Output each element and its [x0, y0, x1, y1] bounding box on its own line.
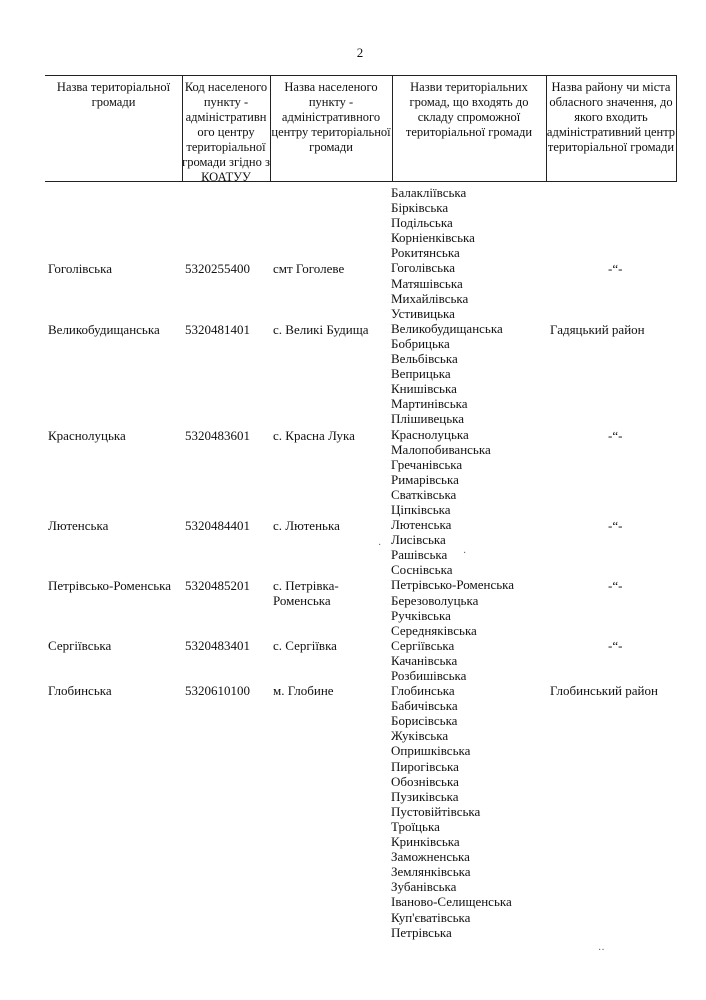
- list-item: Бобрицька: [391, 335, 450, 351]
- list-item: Гоголівська: [391, 260, 455, 276]
- list-item: Сергіївська: [391, 637, 455, 653]
- row-code: 5320484401: [185, 518, 250, 533]
- list-item: Пирогівська: [391, 758, 459, 774]
- list-item: Зубанівська: [391, 879, 457, 895]
- list-item: Пустовійтівська: [391, 803, 481, 819]
- list-item: Корніенківська: [391, 230, 475, 246]
- row-name: Петрівсько-Роменська: [48, 578, 172, 593]
- list-item: Устивицька: [391, 305, 455, 321]
- row-district: -“-: [608, 578, 623, 593]
- header-district: Назва району чи міста обласного значення, до якого входить адміністративний центр територіальної громади: [546, 75, 676, 182]
- row-center: смт Гоголеве: [273, 261, 345, 276]
- scan-speck: ··: [598, 945, 605, 956]
- list-item: Петрівсько-Роменська: [391, 577, 515, 593]
- header-divider: [676, 75, 677, 182]
- header-divider: [546, 75, 547, 182]
- row-name: Гоголівська: [48, 261, 112, 276]
- row-district: -“-: [608, 428, 623, 443]
- list-item: Соснівська: [391, 562, 453, 578]
- list-item: Куп'єватівська: [391, 909, 471, 925]
- list-item: Бірківська: [391, 200, 449, 216]
- list-item: Гречанівська: [391, 456, 463, 472]
- row-center: м. Глобине: [273, 683, 334, 698]
- row-name: Великобудищанська: [48, 322, 160, 337]
- header-koatuu-code: Код населеного пункту - адміністративн ого центру територіальної громади згідно з КОАТУУ: [182, 75, 270, 182]
- header-admin-center: Назва населеного пункту - адміністративного центру територіальної громади: [270, 75, 392, 182]
- page-number: 2: [356, 45, 364, 60]
- list-item: Качанівська: [391, 652, 458, 668]
- list-item: Березоволуцька: [391, 592, 479, 608]
- list-item: Троїцька: [391, 818, 440, 834]
- row-name: Сергіївська: [48, 638, 112, 653]
- header-member-communities: Назви територіальних громад, що входять до складу спроможної територіальної громади: [392, 75, 546, 182]
- list-item: Матяшівська: [391, 275, 463, 291]
- list-item: Великобудищанська: [391, 320, 503, 336]
- row-name: Краснолуцька: [48, 428, 126, 443]
- row-code: 5320485201: [185, 578, 250, 593]
- list-item: Розбишівська: [391, 668, 467, 683]
- list-item: Жуківська: [391, 728, 449, 744]
- row-center: с. Сергіївка: [273, 638, 337, 653]
- list-item: Іваново-Селищенська: [391, 894, 512, 910]
- list-item: Плішивецька: [391, 411, 465, 427]
- row-center: с. Петрівка-Роменська: [273, 578, 339, 608]
- list-item: Лисівська: [391, 532, 446, 548]
- list-item: Опришківська: [391, 743, 471, 759]
- list-item: Заможненська: [391, 849, 470, 865]
- list-item: Бабичівська: [391, 698, 458, 714]
- list-item: Сватківська: [391, 486, 457, 502]
- row-district: -“-: [608, 261, 623, 276]
- list-item: Подільська: [391, 215, 453, 231]
- list-item: Мартинівська: [391, 396, 468, 412]
- list-item: Кринківська: [391, 834, 460, 850]
- list-item: Михайлівська: [391, 290, 469, 306]
- list-item: Краснолуцька: [391, 426, 469, 442]
- row-district: Гадяцький район: [550, 322, 645, 337]
- list-item: Вельбівська: [391, 351, 458, 367]
- row-code: 5320610100: [185, 683, 250, 698]
- member-communities-list: [391, 185, 514, 940]
- row-code: 5320483401: [185, 638, 250, 653]
- list-item: Петрівська: [391, 924, 452, 940]
- list-item: Рокитянська: [391, 245, 460, 261]
- row-district: -“-: [608, 518, 623, 533]
- row-name: Глобинська: [48, 683, 112, 698]
- row-district: Глобинський район: [550, 683, 658, 698]
- scan-speck: ·: [463, 548, 467, 559]
- list-item: Пузиківська: [391, 788, 459, 804]
- list-item: Глобинська: [391, 683, 455, 699]
- list-item: Землянківська: [391, 864, 471, 880]
- row-district: -“-: [608, 638, 623, 653]
- row-center: с. Великі Будища: [273, 322, 369, 337]
- list-item: Малопобиванська: [391, 441, 491, 457]
- row-center: с. Лютенька: [273, 518, 340, 533]
- header-divider: [270, 75, 271, 182]
- list-item: Ціпківська: [391, 501, 451, 517]
- list-item: Балакліївська: [391, 185, 467, 200]
- row-name: Лютенська: [48, 518, 109, 533]
- list-item: Ручківська: [391, 607, 451, 623]
- list-item: Рашівська: [391, 547, 448, 563]
- row-code: 5320483601: [185, 428, 250, 443]
- list-item: Веприцька: [391, 366, 451, 382]
- list-item: Борисівська: [391, 713, 458, 729]
- list-item: Обознівська: [391, 773, 459, 789]
- header-divider: [392, 75, 393, 182]
- list-item: Лютенська: [391, 517, 452, 533]
- row-code: 5320255400: [185, 261, 250, 276]
- row-center: с. Красна Лука: [273, 428, 355, 443]
- row-code: 5320481401: [185, 322, 250, 337]
- list-item: Римарівська: [391, 471, 459, 487]
- scan-speck: ·: [378, 540, 382, 551]
- list-item: Середняківська: [391, 622, 477, 638]
- list-item: Книшівська: [391, 381, 457, 397]
- header-divider: [182, 75, 183, 182]
- header-community-name: Назва територіальної громади: [45, 75, 182, 182]
